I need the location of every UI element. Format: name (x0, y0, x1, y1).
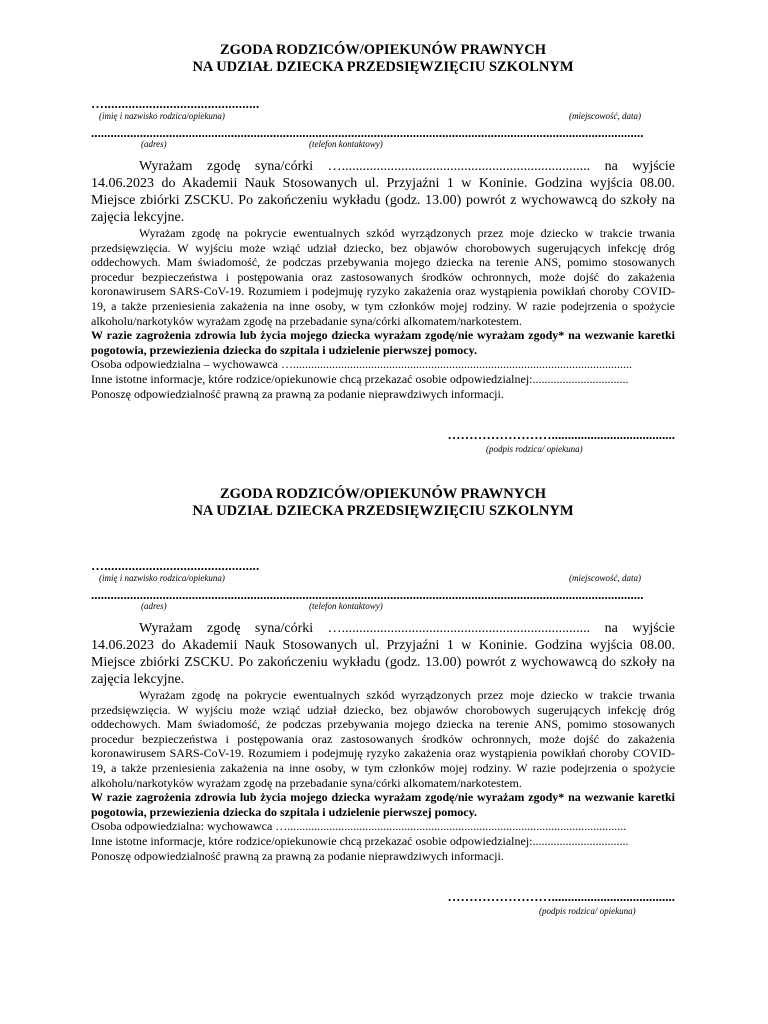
parent-name-caption: (imię i nazwisko rodzica/opiekuna) (99, 111, 225, 121)
other-info-field[interactable]: Inne istotne informacje, które rodzice/opiekunowie chcą przekazać osobie odpowiedzialnej:................................ (91, 371, 629, 386)
signature-caption-row (91, 443, 675, 454)
emergency-text: W razie zagrożenia zdrowia lub życia mojego dziecka wyrażam zgodę/nie wyrażam zgody* na wezwanie karetki pogotowia, przewiezienia dziecka do szpitala i udzielenie pierwszej pomocy. (91, 328, 675, 357)
signature-caption-row (91, 905, 675, 916)
form-body (91, 226, 675, 401)
liability-text: Wyrażam zgodę na pokrycie ewentualnych szkód wyrządzonych przez moje dziecko w trakcie trwania przedsięwzięcia. W wyjściu może wziąć udział dziecko, bez objawów chorobowych sugerujących infekcję dróg oddechowych. Mam świadomość, że podczas przebywania mojego dziecka na terenie ANS, pomimo stosowanych procedur bezpieczeństwa i postępowania oraz zastosowanych środków ochronnych, może dojść do zakażenia koronawirusem SARS-CoV-19. Rozumiem i podejmuję ryzyko zakażenia oraz wystąpienia powikłań choroby COVID-19, a także przeniesienia zakażenia na inne osoby, w tym członków mojej rodziny. W razie podejrzenia o spożycie alkoholu/narkotyków wyrażam zgodę na przebadanie syna/córki alkomatem/narkotestem. (91, 226, 675, 328)
parent-name-field[interactable]: …............................................. (91, 558, 260, 573)
address-caption-row (91, 138, 675, 150)
place-date-caption: (miejscowość, data) (569, 573, 641, 583)
consent-form-2 (91, 486, 675, 916)
address-field[interactable]: .......................................................................................................................................................................... (91, 587, 644, 600)
signature-field[interactable]: ……………………...................................... (447, 427, 675, 443)
legal-statement: Ponoszę odpowiedzialność prawną za prawną za podanie nieprawdziwych informacji. (91, 848, 504, 863)
responsible-person-field[interactable]: Osoba odpowiedzialna – wychowawca …................................................................................................................. (91, 357, 632, 372)
form-title-line1: ZGODA RODZICÓW/OPIEKUNÓW PRAWNYCH (219, 486, 546, 502)
address-caption-row (91, 600, 675, 612)
legal-statement: Ponoszę odpowiedzialność prawną za prawną za podanie nieprawdziwych informacji. (91, 386, 504, 401)
name-caption-row (91, 573, 675, 584)
emergency-text: W razie zagrożenia zdrowia lub życia mojego dziecka wyrażam zgodę/nie wyrażam zgody* na wezwanie karetki pogotowia, przewiezienia dziecka do szpitala i udzielenie pierwszej pomocy. (91, 790, 675, 819)
signature-field[interactable]: ……………………...................................... (447, 889, 675, 905)
address-field[interactable]: .......................................................................................................................................................................... (91, 125, 644, 138)
name-caption-row (91, 111, 675, 122)
signature-caption: (podpis rodzica/ opiekuna) (539, 906, 636, 917)
place-date-caption: (miejscowość, data) (569, 111, 641, 121)
consent-form-1 (91, 42, 675, 454)
consent-text: Wyrażam zgodę syna/córki …....................................................................... na wyjście 14.06.2023 do Akademii Nauk Stosowanych ul. Przyjaźni 1 w Koninie. Godzina wyjścia 08.00. Miejsce zbiórki ZSCKU. Po zakończeniu wykładu (godz. 13.00) powrót z wychowawcą do szkoły na zajęcia lekcyjne. (91, 621, 675, 687)
form-title-line2: NA UDZIAŁ DZIECKA PRZEDSIĘWZIĘCIU SZKOLNYM (192, 59, 574, 75)
form-body (91, 688, 675, 863)
form-title-line2: NA UDZIAŁ DZIECKA PRZEDSIĘWZIĘCIU SZKOLNYM (192, 503, 574, 519)
consent-statement (91, 620, 675, 688)
parent-name-field[interactable]: …............................................. (91, 96, 260, 111)
phone-caption: (telefon kontaktowy) (309, 139, 383, 149)
form-title-line1: ZGODA RODZICÓW/OPIEKUNÓW PRAWNYCH (219, 42, 546, 58)
consent-statement (91, 158, 675, 226)
address-caption: (adres) (141, 139, 167, 149)
liability-text: Wyrażam zgodę na pokrycie ewentualnych szkód wyrządzonych przez moje dziecko w trakcie trwania przedsięwzięcia. W wyjściu może wziąć udział dziecko, bez objawów chorobowych sugerujących infekcję dróg oddechowych. Mam świadomość, że podczas przebywania mojego dziecka na terenie ANS, pomimo stosowanych procedur bezpieczeństwa i postępowania oraz zastosowanych środków ochronnych, może dojść do zakażenia koronawirusem SARS-CoV-19. Rozumiem i podejmuję ryzyko zakażenia oraz wystąpienia powikłań choroby COVID-19, a także przeniesienia zakażenia na inne osoby, w tym członków mojej rodziny. W razie podejrzenia o spożycie alkoholu/narkotyków wyrażam zgodę na przebadanie syna/córki alkomatem/narkotestem. (91, 688, 675, 790)
consent-text: Wyrażam zgodę syna/córki …....................................................................... na wyjście 14.06.2023 do Akademii Nauk Stosowanych ul. Przyjaźni 1 w Koninie. Godzina wyjścia 08.00. Miejsce zbiórki ZSCKU. Po zakończeniu wykładu (godz. 13.00) powrót z wychowawcą do szkoły na zajęcia lekcyjne. (91, 159, 675, 225)
address-caption: (adres) (141, 601, 167, 611)
other-info-field[interactable]: Inne istotne informacje, które rodzice/opiekunowie chcą przekazać osobie odpowiedzialnej:................................ (91, 833, 629, 848)
responsible-person-field[interactable]: Osoba odpowiedzialna: wychowawca …................................................................................................................. (91, 819, 627, 834)
phone-caption: (telefon kontaktowy) (309, 601, 383, 611)
parent-name-caption: (imię i nazwisko rodzica/opiekuna) (99, 573, 225, 583)
signature-caption: (podpis rodzica/ opiekuna) (486, 444, 583, 455)
